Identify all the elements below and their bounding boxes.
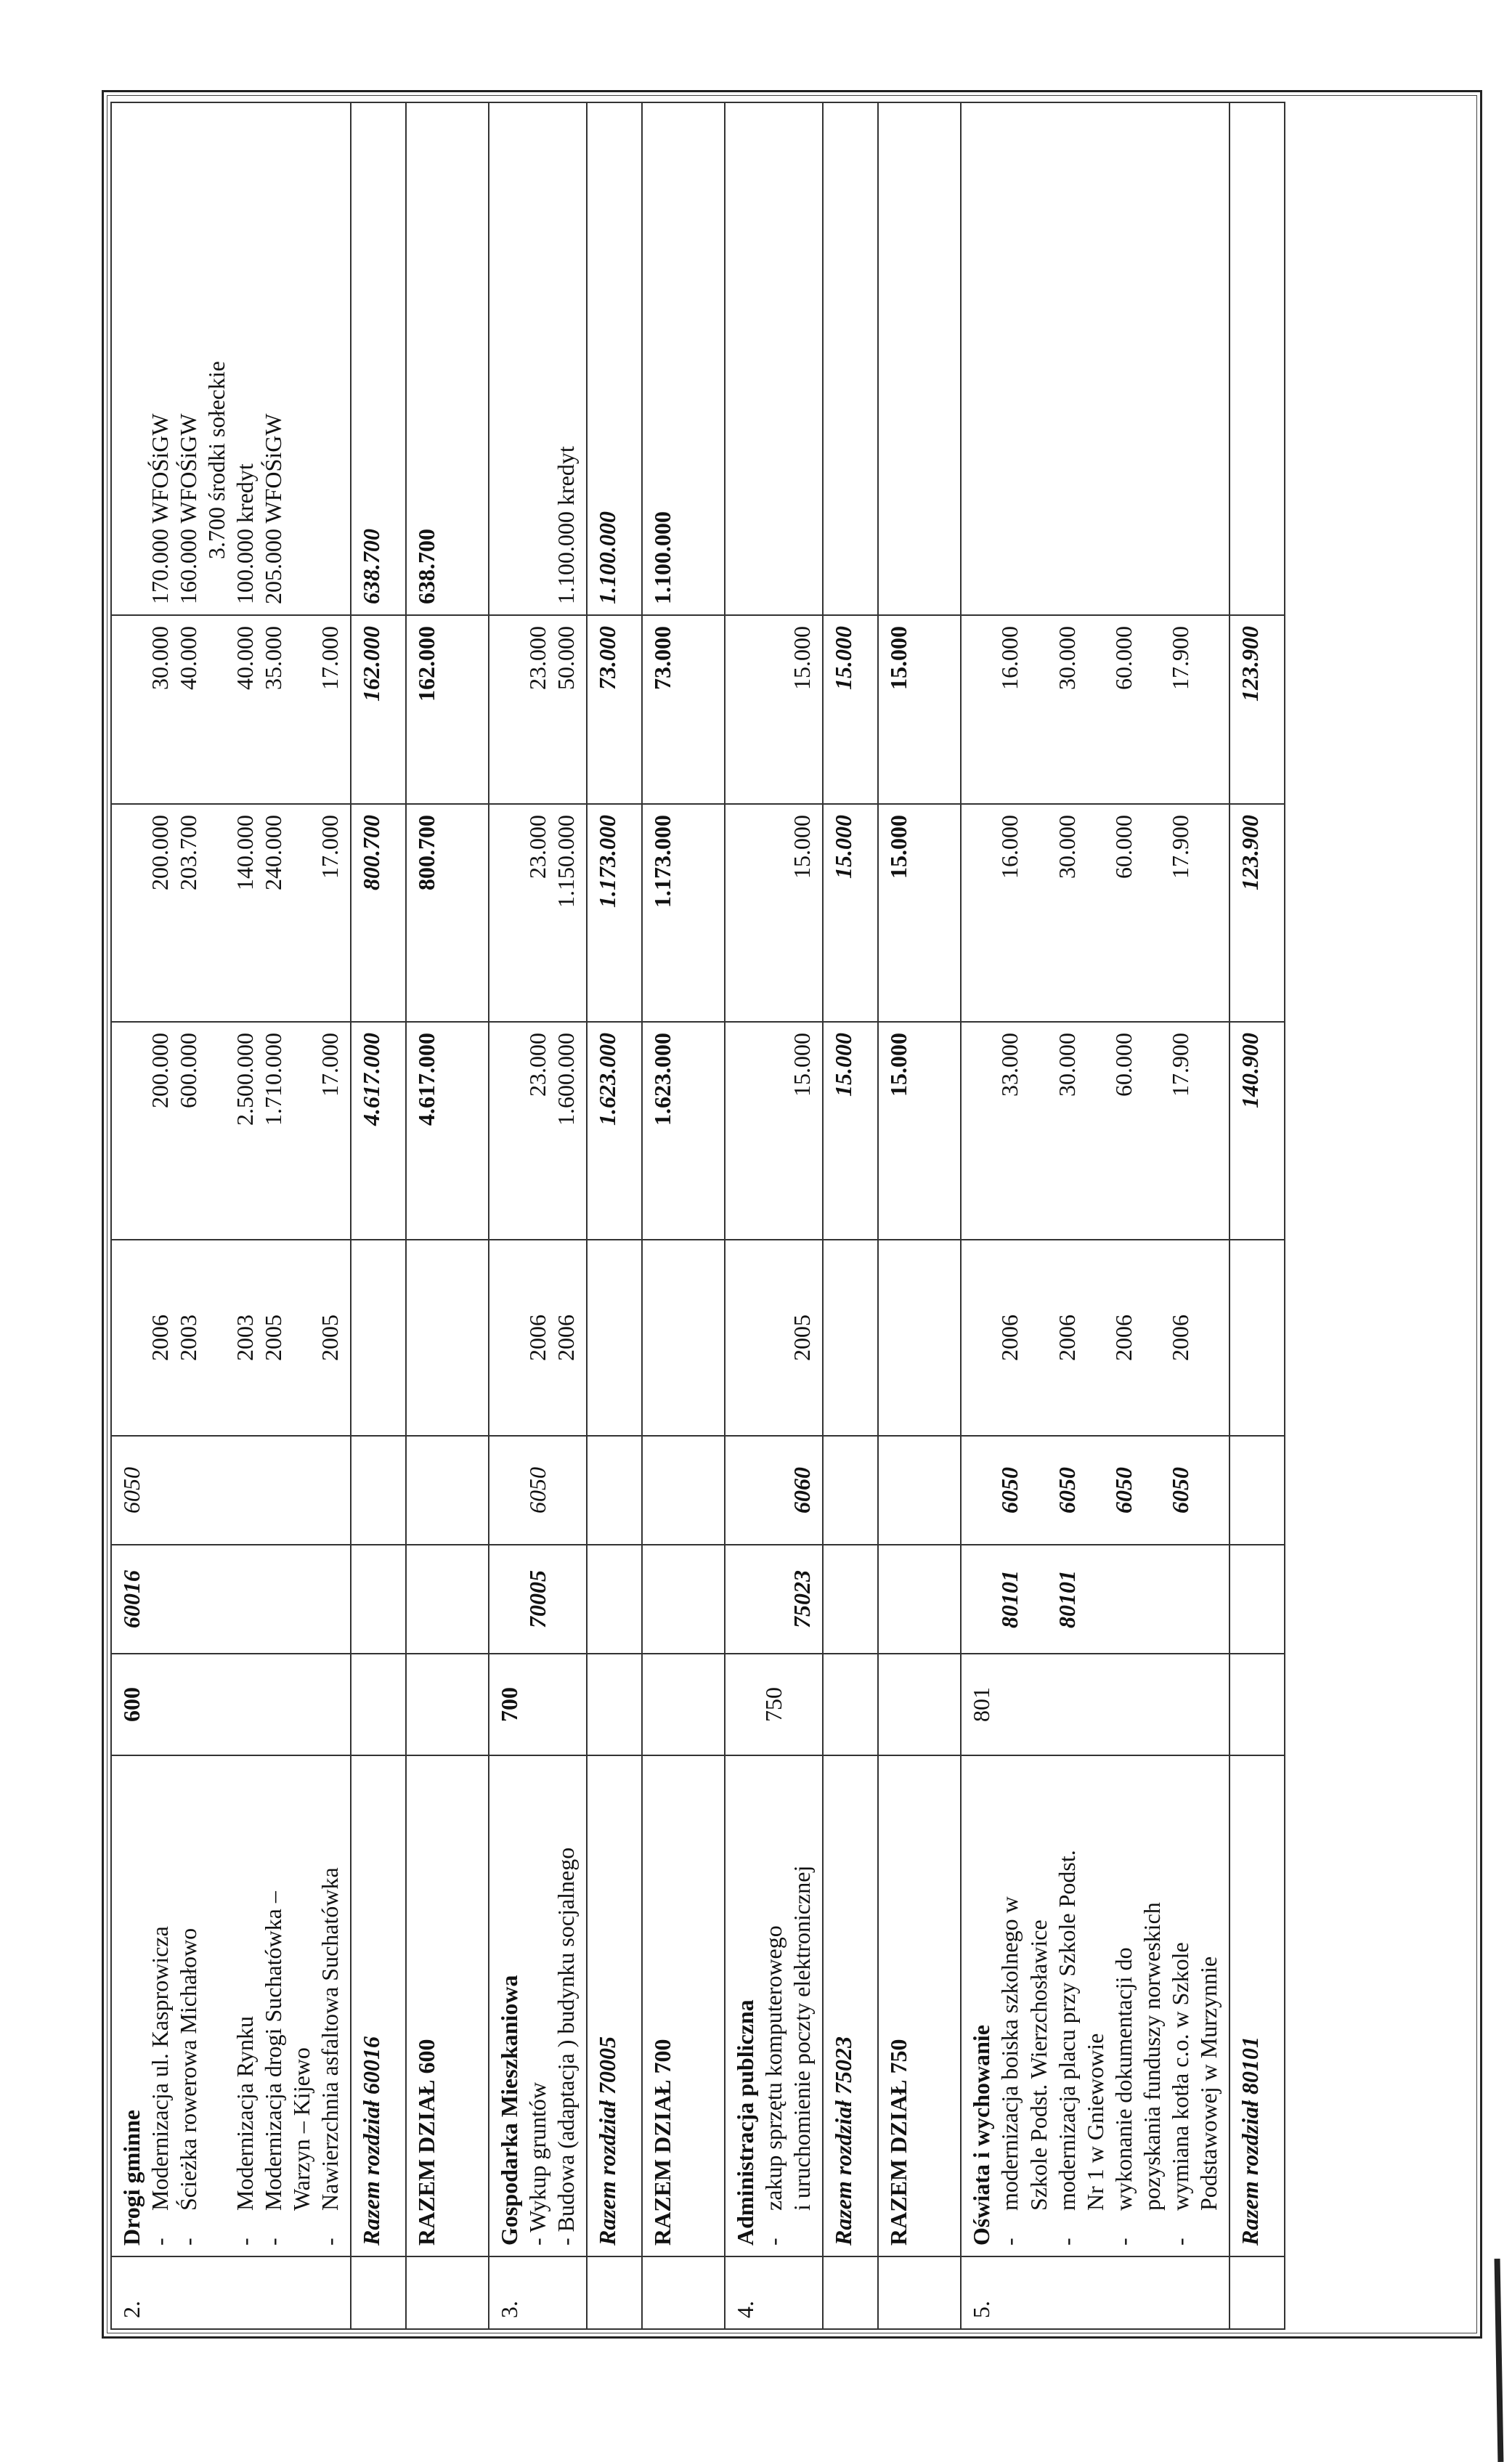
department-total-row xyxy=(878,102,961,2329)
subtotal-total: 15.000 xyxy=(823,1022,878,1240)
subtotal-total: 1.623.000 xyxy=(587,1022,642,1240)
rozdzial-code: 60016 xyxy=(111,1545,351,1654)
department-total-year: 800.700 xyxy=(406,804,489,1022)
subtotal-row xyxy=(587,102,642,2329)
task-line: -modernizacja boiska szkolnego w xyxy=(996,1896,1023,2246)
rozdzial-code: 75023 xyxy=(725,1545,823,1654)
subtotal-year: 15.000 xyxy=(823,804,878,1022)
department-total-row xyxy=(406,102,489,2329)
department-total-cost: 4.617.000 xyxy=(406,1022,489,1240)
dzial-code: 801 xyxy=(961,1654,1229,1755)
paragraf-code: 6050 6050 6050 6050 xyxy=(961,1436,1229,1545)
year-cell: 2005 xyxy=(725,1240,823,1436)
subtotal-own: 162.000 xyxy=(351,615,406,804)
section-description xyxy=(725,1755,823,2256)
section-description xyxy=(489,1755,587,2256)
task-line: Nr 1 w Gniewowie xyxy=(1081,2033,1108,2211)
department-total-label: RAZEM DZIAŁ 750 xyxy=(878,1755,961,2256)
task-line: -modernizacja placu przy Szkole Podst. xyxy=(1053,1850,1080,2246)
own-funds-cell: 16.000 30.000 60.000 17.900 xyxy=(961,615,1229,804)
subtotal-source: 1.100.000 xyxy=(587,102,642,615)
task-line: -Ścieżka rowerowa Michałowo xyxy=(175,1927,202,2246)
section-heading: Gospodarka Mieszkaniowa xyxy=(496,1975,523,2246)
task-line: -Nawierzchnia asfaltowa Suchatówka xyxy=(317,1867,344,2246)
section-heading: Administracja publiczna xyxy=(732,1999,759,2246)
task-line xyxy=(203,1766,231,2246)
subtotal-year: 123.900 xyxy=(1229,804,1285,1022)
funding-source-cell: 1.100.000 kredyt xyxy=(489,102,587,615)
section-oswiata-row xyxy=(961,102,1229,2329)
subtotal-label: Razem rozdział 70005 xyxy=(587,1755,642,2256)
department-total-year: 1.173.000 xyxy=(642,804,725,1022)
subtotal-row xyxy=(1229,102,1285,2329)
total-cost-cell: 200.000 600.000 2.500.000 1.710.000 17.000 xyxy=(111,1022,351,1240)
year-expense-cell: 200.000 203.700 140.000 240.000 17.000 xyxy=(111,804,351,1022)
department-total-label: RAZEM DZIAŁ 700 xyxy=(642,1755,725,2256)
own-funds-cell: 23.000 50.000 xyxy=(489,615,587,804)
subtotal-row xyxy=(351,102,406,2329)
task-line: -wykonanie dokumentacji do xyxy=(1110,1947,1137,2246)
year-expense-cell: 15.000 xyxy=(725,804,823,1022)
task-line: pozyskania funduszy norweskich xyxy=(1138,1902,1165,2211)
scan-edge-mark xyxy=(1495,2259,1504,2462)
total-cost-cell: 33.000 30.000 60.000 17.900 xyxy=(961,1022,1229,1240)
subtotal-total: 140.900 xyxy=(1229,1022,1285,1240)
paragraf-code: 6050 xyxy=(489,1436,587,1545)
subtotal-label: Razem rozdział 60016 xyxy=(351,1755,406,2256)
year-cell: 2006 2003 2003 2005 2005 xyxy=(111,1240,351,1436)
task-line: -zakup sprzętu komputerowego xyxy=(760,1925,787,2246)
department-total-source: 638.700 xyxy=(406,102,489,615)
dzial-code: 750 xyxy=(725,1654,823,1755)
department-total-own: 73.000 xyxy=(642,615,725,804)
subtotal-own: 73.000 xyxy=(587,615,642,804)
section-number: 3. xyxy=(489,2256,587,2329)
total-cost-cell: 23.000 1.600.000 xyxy=(489,1022,587,1240)
funding-source-cell xyxy=(961,102,1229,615)
year-expense-cell: 23.000 1.150.000 xyxy=(489,804,587,1022)
department-total-row xyxy=(642,102,725,2329)
section-description xyxy=(111,1755,351,2256)
rozdzial-code: 70005 xyxy=(489,1545,587,1654)
subtotal-year: 1.173.000 xyxy=(587,804,642,1022)
task-line: Podstawowej w Murzynnie xyxy=(1195,1956,1222,2211)
dzial-code: 600 xyxy=(111,1654,351,1755)
task-line: Warzyn – Kijewo xyxy=(288,2047,315,2211)
own-funds-cell: 30.000 40.000 40.000 35.000 17.000 xyxy=(111,615,351,804)
task-line: -Modernizacja drogi Suchatówka – xyxy=(260,1891,287,2246)
year-expense-cell: 16.000 30.000 60.000 17.900 xyxy=(961,804,1229,1022)
subtotal-year: 800.700 xyxy=(351,804,406,1022)
task-line: i uruchomienie poczty elektronicznej xyxy=(789,1865,816,2211)
section-gospodarka-row xyxy=(489,102,587,2329)
section-number: 2. xyxy=(111,2256,351,2329)
total-cost-cell: 15.000 xyxy=(725,1022,823,1240)
department-total-cost: 15.000 xyxy=(878,1022,961,1240)
subtotal-source: 638.700 xyxy=(351,102,406,615)
subtotal-row xyxy=(823,102,878,2329)
year-cell: 2006 2006 2006 2006 xyxy=(961,1240,1229,1436)
department-total-own: 15.000 xyxy=(878,615,961,804)
task-line: -Modernizacja ul. Kasprowicza xyxy=(147,1926,174,2246)
investment-plan-table xyxy=(110,102,1285,2330)
department-total-label: RAZEM DZIAŁ 600 xyxy=(406,1755,489,2256)
section-administracja-row xyxy=(725,102,823,2329)
task-line: Szkole Podst. Wierzchosławice xyxy=(1025,1919,1052,2211)
funding-source-cell xyxy=(725,102,823,615)
year-cell: 2006 2006 xyxy=(489,1240,587,1436)
paragraf-code: 6060 xyxy=(725,1436,823,1545)
subtotal-total: 4.617.000 xyxy=(351,1022,406,1240)
section-heading: Oświata i wychowanie xyxy=(968,2025,995,2246)
subtotal-label: Razem rozdział 80101 xyxy=(1229,1755,1285,2256)
department-total-source: 1.100.000 xyxy=(642,102,725,615)
section-description xyxy=(961,1755,1229,2256)
dzial-code: 700 xyxy=(489,1654,587,1755)
department-total-year: 15.000 xyxy=(878,804,961,1022)
subtotal-own: 123.900 xyxy=(1229,615,1285,804)
task-line: - Wykup gruntów xyxy=(524,2081,551,2246)
rozdzial-code: 80101 80101 xyxy=(961,1545,1229,1654)
subtotal-own: 15.000 xyxy=(823,615,878,804)
subtotal-label: Razem rozdział 75023 xyxy=(823,1755,878,2256)
section-drogi-row xyxy=(111,102,351,2329)
task-line: - Budowa (adaptacja ) budynku socjalnego xyxy=(553,1847,580,2246)
section-number: 5. xyxy=(961,2256,1229,2329)
task-line: -wymiana kotła c.o. w Szkole xyxy=(1166,1942,1193,2246)
paragraf-code: 6050 xyxy=(111,1436,351,1545)
department-total-cost: 1.623.000 xyxy=(642,1022,725,1240)
department-total-own: 162.000 xyxy=(406,615,489,804)
section-heading: Drogi gminne xyxy=(118,2110,145,2246)
own-funds-cell: 15.000 xyxy=(725,615,823,804)
task-line: -Modernizacja Rynku xyxy=(232,2016,259,2246)
funding-source-cell: 170.000 WFOŚiGW 160.000 WFOŚiGW 3.700 środki sołeckie 100.000 kredyt 205.000 WFOŚiGW xyxy=(111,102,351,615)
section-number: 4. xyxy=(725,2256,823,2329)
